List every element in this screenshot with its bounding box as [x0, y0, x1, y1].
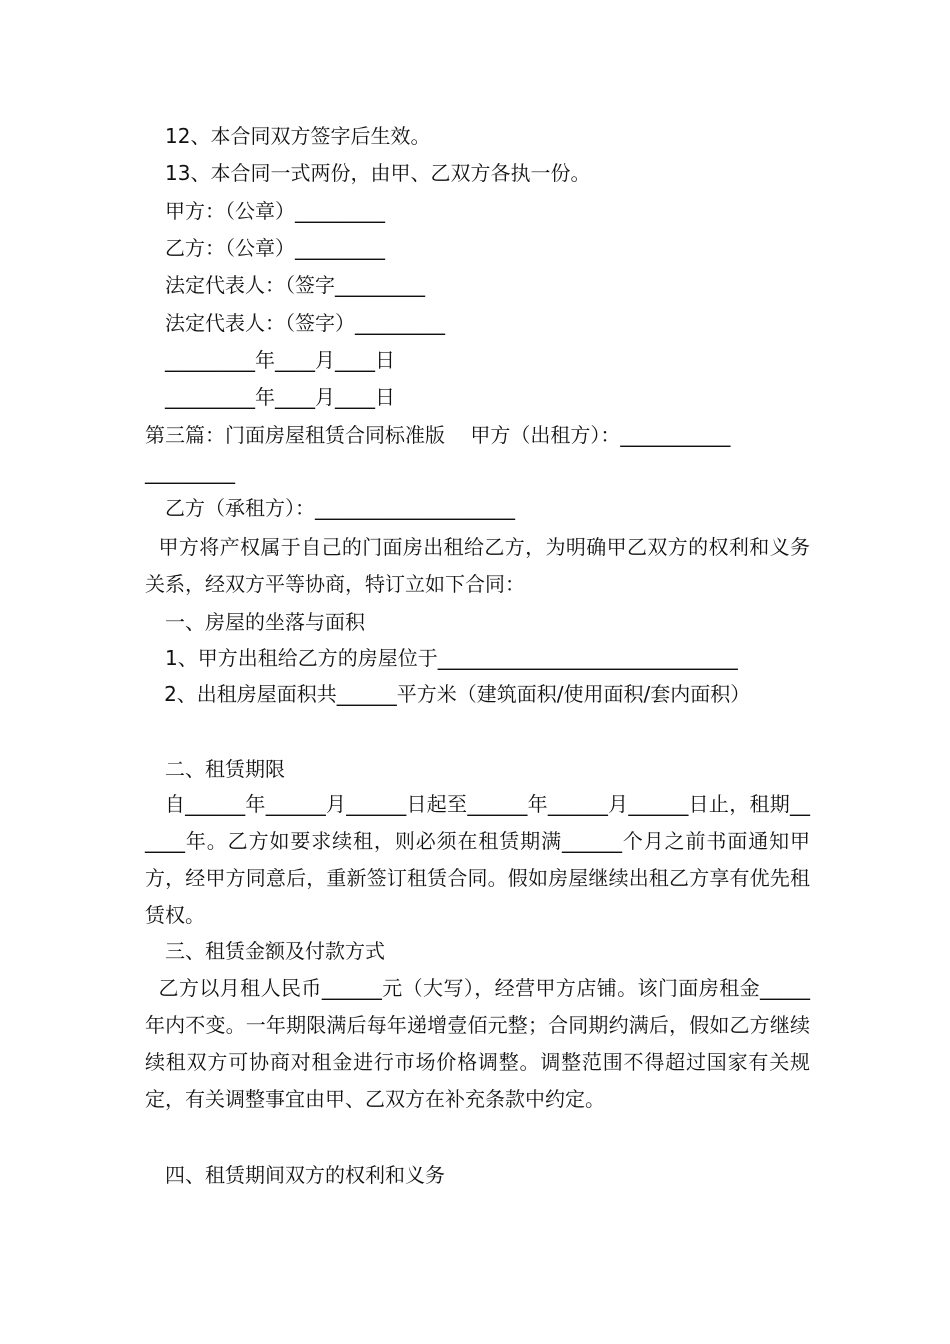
section-4-heading: 四、租赁期间双方的权利和义务: [165, 1163, 445, 1187]
section-2-heading: 二、租赁期限: [165, 757, 285, 781]
section-1-item-2: 2、出租房屋面积共______平方米（建筑面积/使用面积/套内面积）: [145, 682, 751, 706]
section-2-body: 自______年______月______日起至______年______月______日止，租期______年。乙方如要求续租，则必须在租赁期满______个月之前书面通知甲方，经甲方同意后，重新签订租赁合同。假如房屋继续出租乙方享有优先租赁权。: [145, 792, 811, 927]
section-1-item-1: 1、甲方出租给乙方的房屋位于______________________________: [165, 646, 738, 670]
section-3-body: 乙方以月租人民币______元（大写），经营甲方店铺。该门面房租金_____年内不变。一年期限满后每年递增壹佰元整；合同期约满后，假如乙方继续续租双方可协商对租金进行市场价格调整。调整范围不得超过国家有关规定，有关调整事宜由甲、乙双方在补充条款中约定。: [145, 976, 811, 1111]
date-line-a: _________年____月____日: [165, 348, 395, 372]
part-three-title-cont: _________: [145, 460, 235, 484]
section-1-heading: 一、房屋的坐落与面积: [165, 610, 365, 634]
legal-rep-a: 法定代表人：（签字_________: [165, 273, 425, 297]
lessee-line: 乙方（承租方）：____________________: [165, 496, 515, 520]
intro-paragraph: 甲方将产权属于自己的门面房出租给乙方，为明确甲乙双方的权利和义务关系，经双方平等协商，特订立如下合同：: [145, 535, 811, 596]
signature-party-b: 乙方：（公章）_________: [165, 236, 385, 260]
date-line-b: _________年____月____日: [165, 385, 395, 409]
clause-13: 13、本合同一式两份，由甲、乙双方各执一份。: [165, 161, 591, 185]
section-3-heading: 三、租赁金额及付款方式: [165, 939, 385, 963]
signature-party-a: 甲方：（公章）_________: [165, 199, 385, 223]
part-three-title: 第三篇：门面房屋租赁合同标准版 甲方（出租方）：___________: [145, 423, 731, 447]
legal-rep-b: 法定代表人：（签字）_________: [165, 311, 445, 335]
clause-12: 12、本合同双方签字后生效。: [165, 124, 431, 148]
